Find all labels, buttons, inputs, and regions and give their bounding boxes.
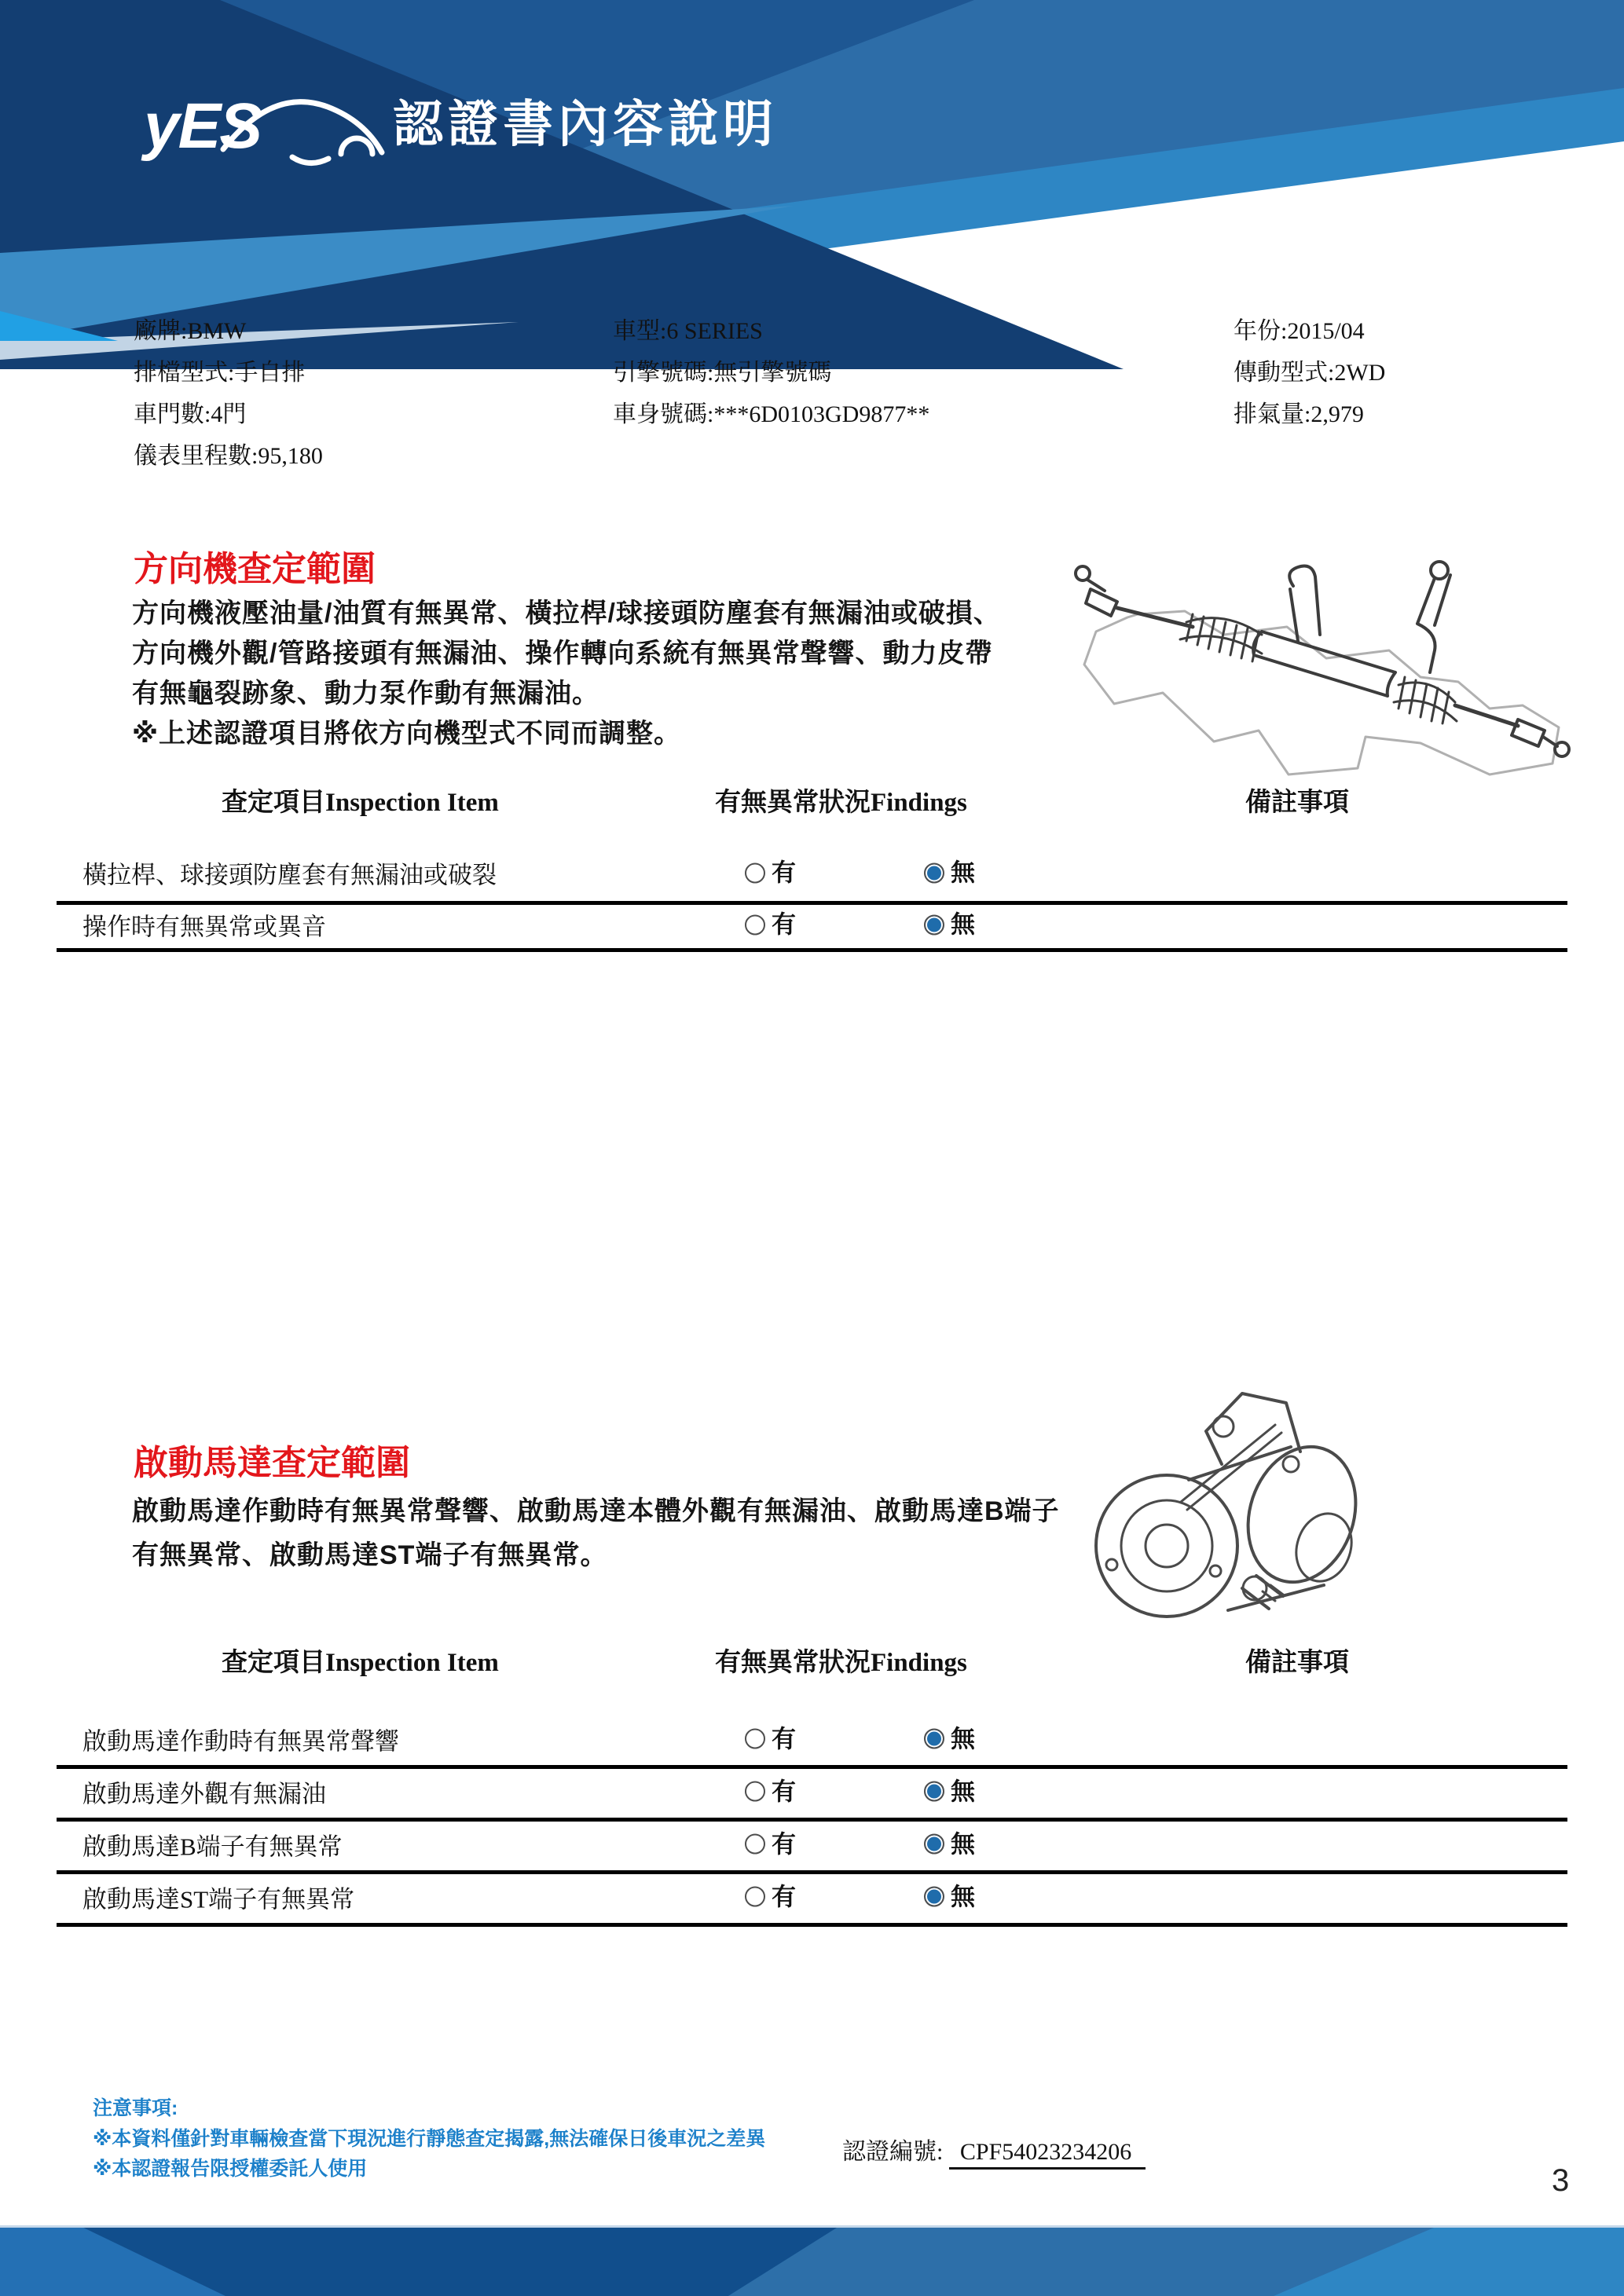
radio-selected-icon[interactable] (924, 1729, 944, 1749)
table-row (57, 1712, 1567, 1769)
notice-line: ※本認證報告限授權委託人使用 (93, 2158, 368, 2180)
column-header-remarks: 備註事項 (1245, 1649, 1349, 1677)
notice-block (93, 2093, 765, 2184)
radio-no-label: 無 (951, 859, 975, 887)
table-row (57, 1818, 1567, 1874)
inspection-item-label: 啟動馬達作動時有無異常聲響 (82, 1727, 399, 1755)
inspection-item-label: 橫拉桿、球接頭防塵套有無漏油或破裂 (82, 861, 497, 889)
inspection-item-label: 啟動馬達外觀有無漏油 (82, 1780, 326, 1807)
inspection-item-label: 啟動馬達ST端子有無異常 (82, 1885, 355, 1913)
vehicle-info-column-1 (134, 314, 323, 481)
radio-yes[interactable] (745, 861, 796, 885)
vehicle-info-field: 引擎號碼:無引擎號碼 (613, 360, 832, 386)
radio-no-label: 無 (951, 1778, 975, 1805)
vehicle-info-column-3 (1234, 314, 1385, 439)
radio-no-label: 無 (951, 1883, 975, 1910)
column-header-findings: 有無異常狀況Findings (715, 789, 967, 817)
radio-unselected-icon[interactable] (745, 1834, 765, 1855)
car-swoosh-icon (198, 82, 394, 168)
radio-no[interactable] (924, 1779, 975, 1803)
yes-logo: yES (144, 90, 261, 162)
radio-yes-label: 有 (772, 1830, 796, 1858)
vehicle-info-column-2 (613, 314, 929, 439)
column-header-item: 查定項目Inspection Item (222, 789, 499, 817)
inspection-item-label: 啟動馬達B端子有無異常 (82, 1833, 343, 1860)
description-line: 方向機外觀/管路接頭有無漏油、操作轉向系統有無異常聲響、動力皮帶 (132, 639, 993, 668)
radio-yes-label: 有 (772, 1883, 796, 1910)
radio-selected-icon[interactable] (924, 1782, 944, 1802)
vehicle-info-field: 車門數:4門 (134, 401, 247, 427)
section-description-starter (132, 1489, 1060, 1577)
table-row (57, 844, 1567, 905)
radio-no[interactable] (924, 861, 975, 885)
radio-unselected-icon[interactable] (745, 862, 765, 883)
vehicle-info-field: 排氣量:2,979 (1234, 401, 1364, 427)
radio-unselected-icon[interactable] (745, 1887, 765, 1907)
radio-selected-icon[interactable] (924, 1834, 944, 1855)
vehicle-info-field: 傳動型式:2WD (1234, 360, 1386, 386)
vehicle-info-field: 排檔型式:手自排 (134, 360, 306, 386)
radio-no[interactable] (924, 910, 975, 939)
radio-no-label: 無 (951, 910, 975, 939)
radio-no[interactable] (924, 1727, 975, 1751)
certification-number-label: 認證編號: (842, 2139, 944, 2165)
certification-number-value: CPF54023234206 (949, 2139, 1146, 2170)
inspection-table-steering (57, 782, 1567, 956)
radio-yes-label: 有 (772, 859, 796, 887)
vehicle-info-field: 車身號碼:***6D0103GD9877** (613, 401, 930, 427)
radio-selected-icon[interactable] (924, 1887, 944, 1907)
radio-yes-label: 有 (772, 910, 796, 939)
radio-yes-label: 有 (772, 1778, 796, 1805)
radio-unselected-icon[interactable] (745, 1782, 765, 1802)
vehicle-info-field: 儀表里程數:95,180 (134, 443, 323, 469)
column-header-findings: 有無異常狀況Findings (715, 1649, 967, 1677)
radio-yes-label: 有 (772, 1725, 796, 1752)
radio-yes[interactable] (745, 1727, 796, 1751)
page-number: 3 (1552, 2163, 1570, 2198)
radio-yes[interactable] (745, 1832, 796, 1856)
table-row (57, 1765, 1567, 1822)
page-title: 認證書內容說明 (393, 96, 778, 152)
notice-title: 注意事項: (93, 2097, 178, 2119)
description-line: ※上述認證項目將依方向機型式不同而調整。 (132, 719, 682, 749)
starter-motor-illustration (1088, 1382, 1371, 1628)
vehicle-info-field: 年份:2015/04 (1234, 318, 1365, 344)
description-line: 有無龜裂跡象、動力泵作動有無漏油。 (132, 679, 599, 709)
inspection-table-starter (57, 1642, 1567, 1928)
radio-yes[interactable] (745, 1779, 796, 1803)
certification-number (842, 2132, 1146, 2166)
radio-selected-icon[interactable] (924, 862, 944, 883)
radio-selected-icon[interactable] (924, 914, 944, 935)
section-title-steering: 方向機查定範圍 (134, 550, 376, 588)
section-title-starter: 啟動馬達查定範圍 (134, 1444, 410, 1482)
vehicle-info-field: 廠牌:BMW (134, 318, 247, 344)
radio-no-label: 無 (951, 1725, 975, 1752)
notice-line: ※本資料僅針對車輛檢查當下現況進行靜態查定揭露,無法確保日後車況之差異 (93, 2128, 766, 2150)
footer-banner (0, 2225, 1624, 2296)
table-row (57, 901, 1567, 952)
steering-rack-illustration (1053, 539, 1571, 782)
description-line: 有無異常、啟動馬達ST端子有無異常。 (132, 1540, 608, 1570)
description-line: 啟動馬達作動時有無異常聲響、啟動馬達本體外觀有無漏油、啟動馬達B端子 (132, 1496, 1060, 1526)
radio-no-label: 無 (951, 1830, 975, 1858)
radio-no[interactable] (924, 1884, 975, 1909)
inspection-item-label: 操作時有無異常或異音 (82, 913, 326, 941)
radio-yes[interactable] (745, 1884, 796, 1909)
column-header-item: 查定項目Inspection Item (222, 1649, 499, 1677)
radio-unselected-icon[interactable] (745, 1729, 765, 1749)
radio-no[interactable] (924, 1832, 975, 1856)
radio-unselected-icon[interactable] (745, 914, 765, 935)
section-description-steering (132, 594, 1001, 754)
vehicle-info-field: 車型:6 SERIES (613, 318, 763, 344)
description-line: 方向機液壓油量/油質有無異常、橫拉桿/球接頭防塵套有無漏油或破損、 (132, 599, 1001, 628)
column-header-remarks: 備註事項 (1245, 789, 1349, 817)
radio-yes[interactable] (745, 910, 796, 939)
table-row (57, 1870, 1567, 1927)
